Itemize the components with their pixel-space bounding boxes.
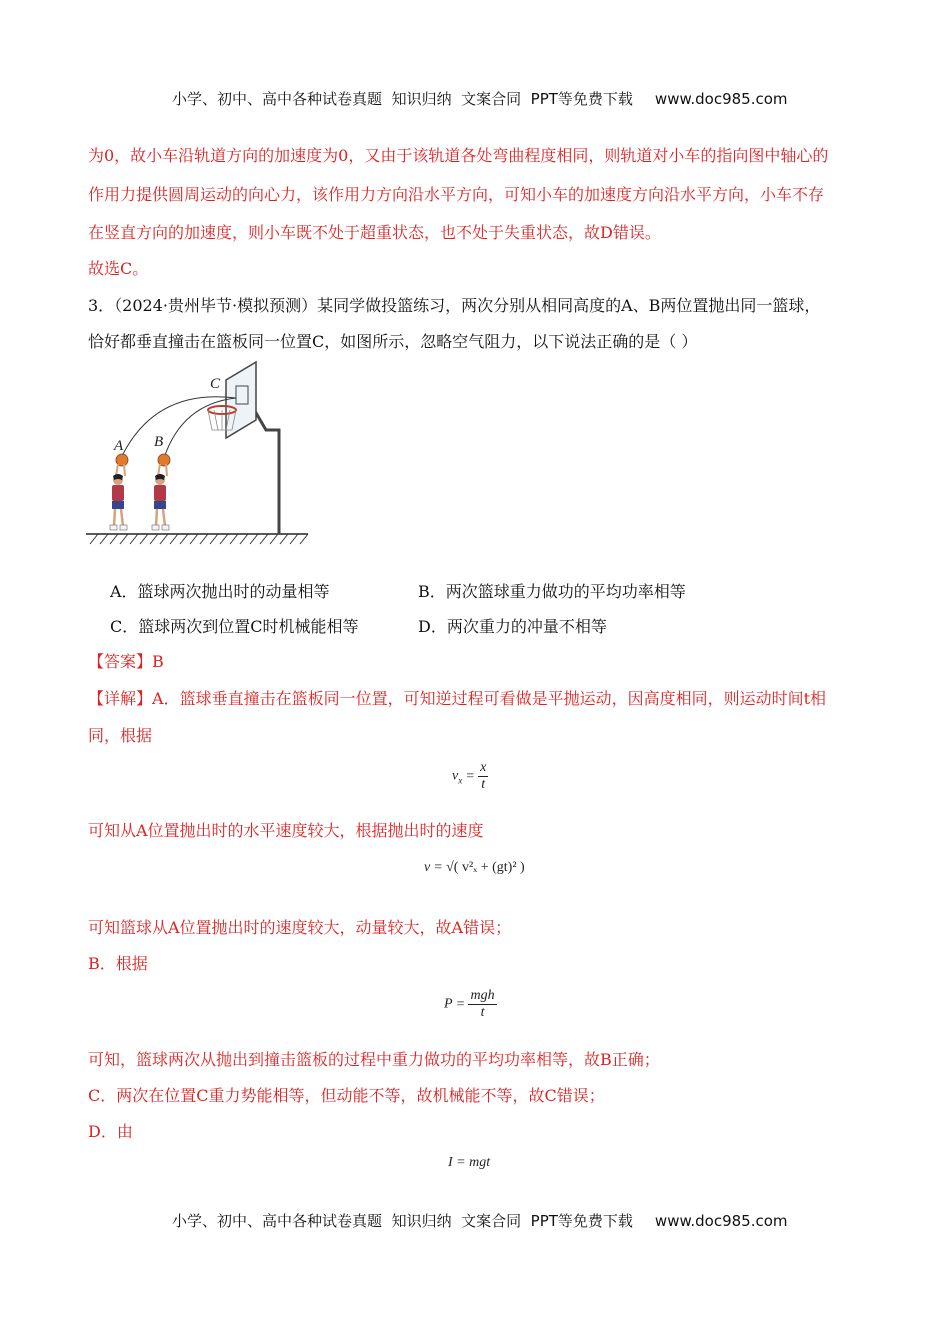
answer-value: B xyxy=(152,652,164,671)
formula-i: I = mgt xyxy=(448,1155,491,1170)
player-a xyxy=(110,454,128,530)
player-b xyxy=(152,454,170,530)
header-url[interactable]: www.doc985.com xyxy=(654,90,788,108)
ground-hatch xyxy=(90,534,308,544)
detail-line-3: 可知从A位置抛出时的水平速度较大，根据抛出时的速度 xyxy=(88,821,484,840)
footer-url[interactable]: www.doc985.com xyxy=(654,1212,788,1230)
backboard xyxy=(226,362,256,438)
label-c: C xyxy=(210,376,221,392)
label-b: B xyxy=(154,434,164,450)
option-b[interactable]: B．两次篮球重力做功的平均功率相等 xyxy=(418,582,686,601)
prev-solution-line-2: 作用力提供圆周运动的向心力，该作用力方向沿水平方向，可知小车的加速度方向沿水平方向，小车不存 xyxy=(88,185,825,204)
detail-line-6: 可知，篮球两次从抛出到撞击篮板的过程中重力做功的平均功率相等，故B正确； xyxy=(88,1050,660,1069)
option-c[interactable]: C．篮球两次到位置C时机械能相等 xyxy=(110,617,359,636)
prev-solution-line-4: 故选C。 xyxy=(88,259,149,278)
option-d[interactable]: D．两次重力的冲量不相等 xyxy=(418,617,607,636)
detail-line-2: 同，根据 xyxy=(88,726,153,745)
prev-solution-line-1: 为0，故小车沿轨道方向的加速度为0，又由于该轨道各处弯曲程度相同，则轨道对小车的指向图中轴心的 xyxy=(88,146,829,165)
page-footer xyxy=(0,1192,950,1231)
prev-solution-line-3: 在竖直方向的加速度，则小车既不处于超重状态，也不处于失重状态，故D错误。 xyxy=(88,223,661,242)
basketball-figure xyxy=(86,358,310,548)
formula-vx: $v_x$ = $\frac{x}{t}$ xyxy=(452,760,487,792)
detail-line-7: C．两次在位置C重力势能相等，但动能不等，故机械能不等，故C错误； xyxy=(88,1086,605,1105)
label-a: A xyxy=(114,438,124,454)
header-text: 小学、初中、高中各种试卷真题 知识归纳 文案合同 PPT等免费下载 xyxy=(172,90,633,108)
hoop-pole xyxy=(252,406,279,534)
page-header xyxy=(0,70,950,109)
answer-tag: 【答案】 xyxy=(88,652,153,671)
answer-line xyxy=(88,652,878,672)
formula-v: v = √( v²ₓ + (gt)² ) xyxy=(424,860,525,876)
question-line-2: 恰好都垂直撞击在篮板同一位置C，如图所示，忽略空气阻力，以下说法正确的是（ ） xyxy=(88,332,698,351)
detail-tag: 【详解】 xyxy=(88,689,153,708)
detail-line-4: 可知篮球从A位置抛出时的速度较大，动量较大，故A错误； xyxy=(88,918,512,937)
detail-line-1 xyxy=(88,689,878,709)
detail-line-8: D．由 xyxy=(88,1122,133,1141)
formula-p: P = $\frac{\text{mgh}}{t}$ xyxy=(444,988,495,1020)
option-a[interactable]: A．篮球两次抛出时的动量相等 xyxy=(110,582,330,601)
footer-text: 小学、初中、高中各种试卷真题 知识归纳 文案合同 PPT等免费下载 xyxy=(172,1212,633,1230)
question-line-1: 3．（2024·贵州毕节·模拟预测）某同学做投篮练习，两次分别从相同高度的A、B两位置抛出同一篮球， xyxy=(88,296,821,315)
detail-line-5: B．根据 xyxy=(88,954,148,973)
detail-text-1: A．篮球垂直撞击在篮板同一位置，可知逆过程可看做是平抛运动，因高度相同，则运动时间t相 xyxy=(152,689,827,708)
